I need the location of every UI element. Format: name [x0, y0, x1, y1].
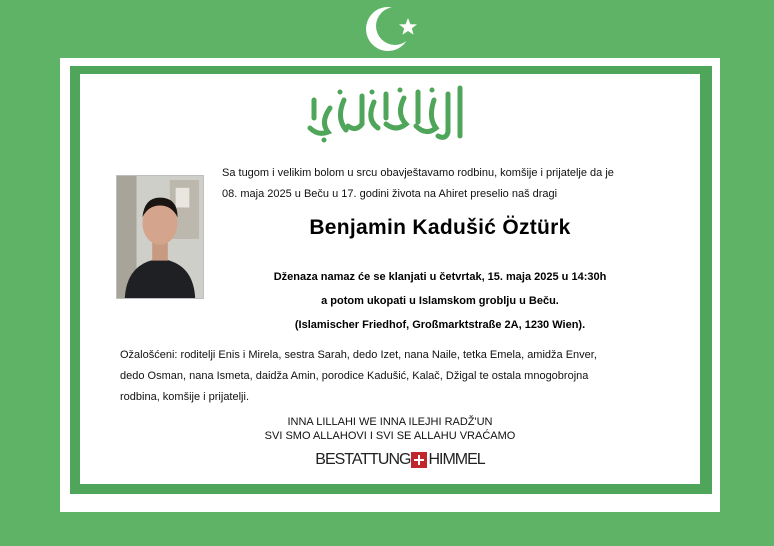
prayer-line: INNA LILLAHI WE INNA ILEJHI RADŽ'UN — [287, 416, 493, 428]
deceased-name: Benjamin Kadušić Öztürk — [309, 216, 571, 239]
funeral-line: a potom ukopati u Islamskom groblju u Beču. — [321, 295, 559, 307]
funeral-line: Dženaza namaz će se klanjati u četvrtak, 15. maja 2025 u 14:30h — [273, 271, 607, 283]
mourners-line: rodbina, komšije i prijatelji. — [120, 391, 249, 403]
funeral-home-logo — [300, 449, 500, 471]
arabic-calligraphy — [300, 78, 470, 148]
funeral-details — [210, 265, 670, 337]
prayer-line: SVI SMO ALLAHOVI I SVI SE ALLAHU VRAĆAMO — [264, 430, 516, 442]
funeral-line: (Islamischer Friedhof, Großmarktstraße 2A, 1230 Wien). — [294, 319, 586, 331]
mourners-list — [120, 345, 660, 408]
mourners-line: dedo Osman, nana Ismeta, daidža Amin, porodice Kadušić, Kalač, Džigal te ostala mnogobrojna — [120, 370, 589, 382]
mourners-line: Ožalošćeni: roditelji Enis i Mirela, sestra Sarah, dedo Izet, nana Naile, tetka Emela, amidža Enver, — [120, 349, 597, 361]
closing-prayer — [180, 415, 600, 443]
intro-line: 08. maja 2025 u Beču u 17. godini života na Ahiret preselio naš dragi — [222, 188, 558, 200]
brand-left-text: BESTATTUNG — [315, 451, 411, 468]
intro-line: Sa tugom i velikim bolom u srcu obavještavamo rodbinu, komšije i prijatelje da je — [222, 167, 614, 179]
cross-mark-icon — [411, 452, 427, 468]
deceased-photo — [116, 175, 204, 299]
announcement-text — [222, 163, 642, 205]
crescent-star-icon — [364, 4, 420, 54]
brand-right-text: HIMMEL — [428, 451, 485, 468]
